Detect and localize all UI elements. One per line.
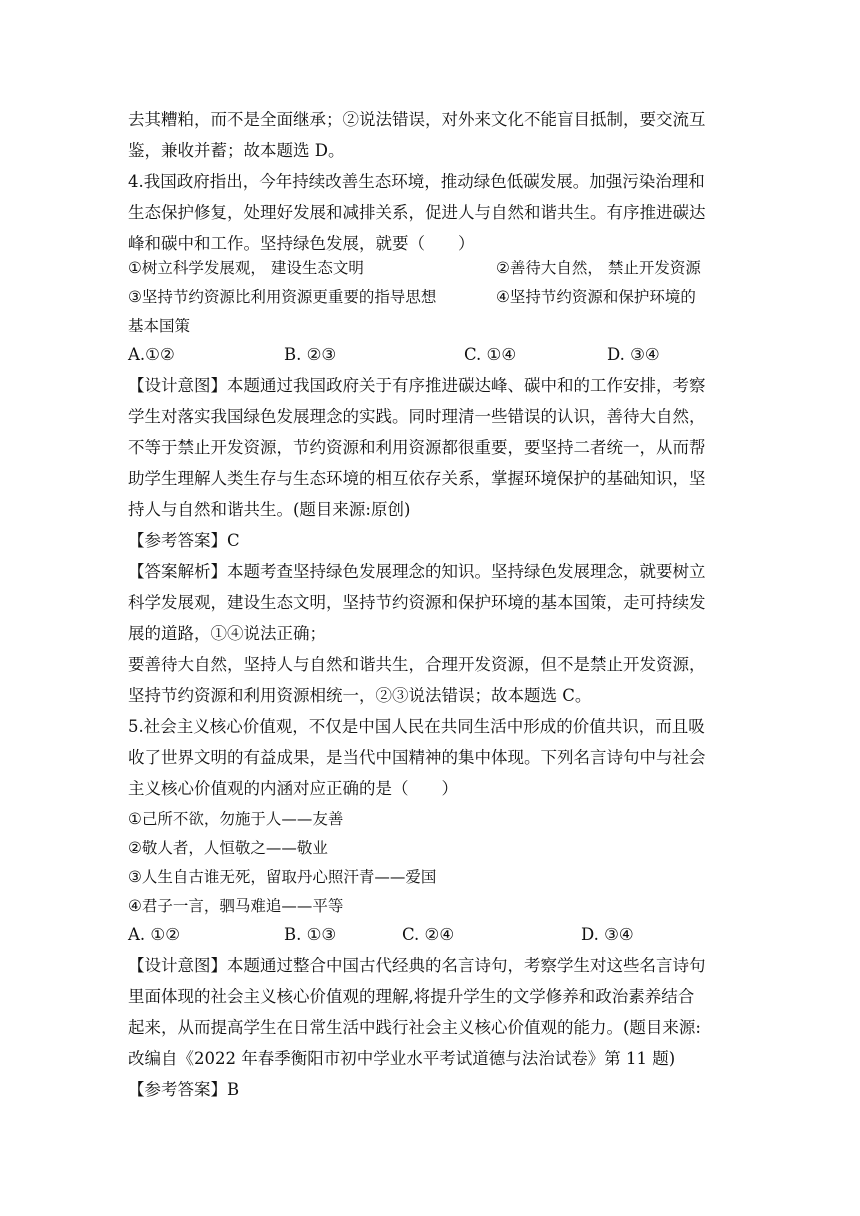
q5-stem-line: 主义核心价值观的内涵对应正确的是（ ） [128, 779, 458, 798]
q4-choice-d: D. ③④ [607, 345, 660, 364]
q4-answer: 【参考答案】C [128, 531, 240, 550]
q5-design-line: 起来，从而提高学生在日常生活中践行社会主义核心价值观的能力。(题目来源: [128, 1018, 701, 1037]
q4-stem-line: 峰和碳中和工作。坚持绿色发展，就要（ ） [128, 234, 475, 253]
q4-choice-b: B. ②③ [284, 345, 337, 364]
q5-stem-line: 收了世界文明的有益成果，是当代中国精神的集中体现。下列名言诗句中与社会 [128, 748, 706, 767]
q5-stem-line: 5.社会主义核心价值观，不仅是中国人民在共同生活中形成的价值共识，而且吸 [128, 717, 705, 736]
q5-answer: 【参考答案】B [128, 1080, 240, 1099]
q5-choice-c: C. ②④ [402, 925, 455, 944]
q4-analysis-line: 要善待大自然，坚持人与自然和谐共生，合理开发资源，但不是禁止开发资源， [128, 655, 706, 674]
q4-design-line: 持人与自然和谐共生。(题目来源:原创) [128, 500, 411, 519]
q4-item-4-cont: 基本国策 [128, 317, 191, 335]
q5-item-4: ④君子一言，驷马难追——平等 [128, 897, 344, 915]
q5-item-3: ③人生自古谁无死，留取丹心照汗青——爱国 [128, 868, 437, 886]
q4-design-line: 助学生理解人类生存与生态环境的相互依存关系，掌握环境保护的基础知识，坚 [128, 469, 706, 488]
q4-analysis-line: 坚持节约资源和利用资源相统一，②③说法错误；故本题选 C。 [128, 686, 592, 705]
intro-line: 去其糟粕，而不是全面继承；②说法错误，对外来文化不能盲目抵制，要交流互 [128, 110, 706, 129]
q5-item-1: ①己所不欲，勿施于人——友善 [128, 810, 344, 828]
q5-design-line: 改编自《2022 年春季衡阳市初中学业水平考试道德与法治试卷》第 11 题) [128, 1049, 676, 1068]
q4-choice-c: C. ①④ [464, 345, 517, 364]
intro-line: 鉴，兼收并蓄；故本题选 D。 [128, 141, 345, 160]
q4-stem-line: 4.我国政府指出，今年持续改善生态环境，推动绿色低碳发展。加强污染治理和 [128, 172, 705, 191]
q4-analysis-line: 科学发展观，建设生态文明，坚持节约资源和保护环境的基本国策，走可持续发 [128, 593, 706, 612]
q5-design-line: 【设计意图】本题通过整合中国古代经典的名言诗句，考察学生对这些名言诗句 [128, 956, 706, 975]
q5-choice-d: D. ③④ [581, 925, 634, 944]
q4-design-line: 不等于禁止开发资源，节约资源和利用资源都很重要，要坚持二者统一，从而帮 [128, 438, 706, 457]
q5-item-2: ②敬人者，人恒敬之——敬业 [128, 839, 328, 857]
q4-analysis-line: 【答案解析】本题考查坚持绿色发展理念的知识。坚持绿色发展理念，就要树立 [128, 562, 706, 581]
q4-design-line: 学生对落实我国绿色发展理念的实践。同时理清一些错误的认识，善待大自然， [128, 407, 706, 426]
q4-analysis-line: 展的道路，①④说法正确； [128, 624, 326, 643]
q4-stem-line: 生态保护修复，处理好发展和减排关系，促进人与自然和谐共生。有序推进碳达 [128, 203, 706, 222]
q4-item-3: ③坚持节约资源比利用资源更重要的指导思想 [128, 288, 437, 306]
q4-item-2: ②善待大自然， 禁止开发资源 [496, 259, 701, 277]
q5-design-line: 里面体现的社会主义核心价值观的理解,将提升学生的文学修养和政治素养结合 [128, 987, 695, 1006]
q4-design-line: 【设计意图】本题通过我国政府关于有序推进碳达峰、碳中和的工作安排，考察 [128, 376, 706, 395]
q4-choice-a: A.①② [128, 345, 175, 364]
q4-item-1: ①树立科学发展观， 建设生态文明 [128, 259, 364, 277]
q5-choice-a: A. ①② [128, 925, 180, 944]
q4-item-4: ④坚持节约资源和保护环境的 [496, 288, 696, 306]
q5-choice-b: B. ①③ [284, 925, 337, 944]
